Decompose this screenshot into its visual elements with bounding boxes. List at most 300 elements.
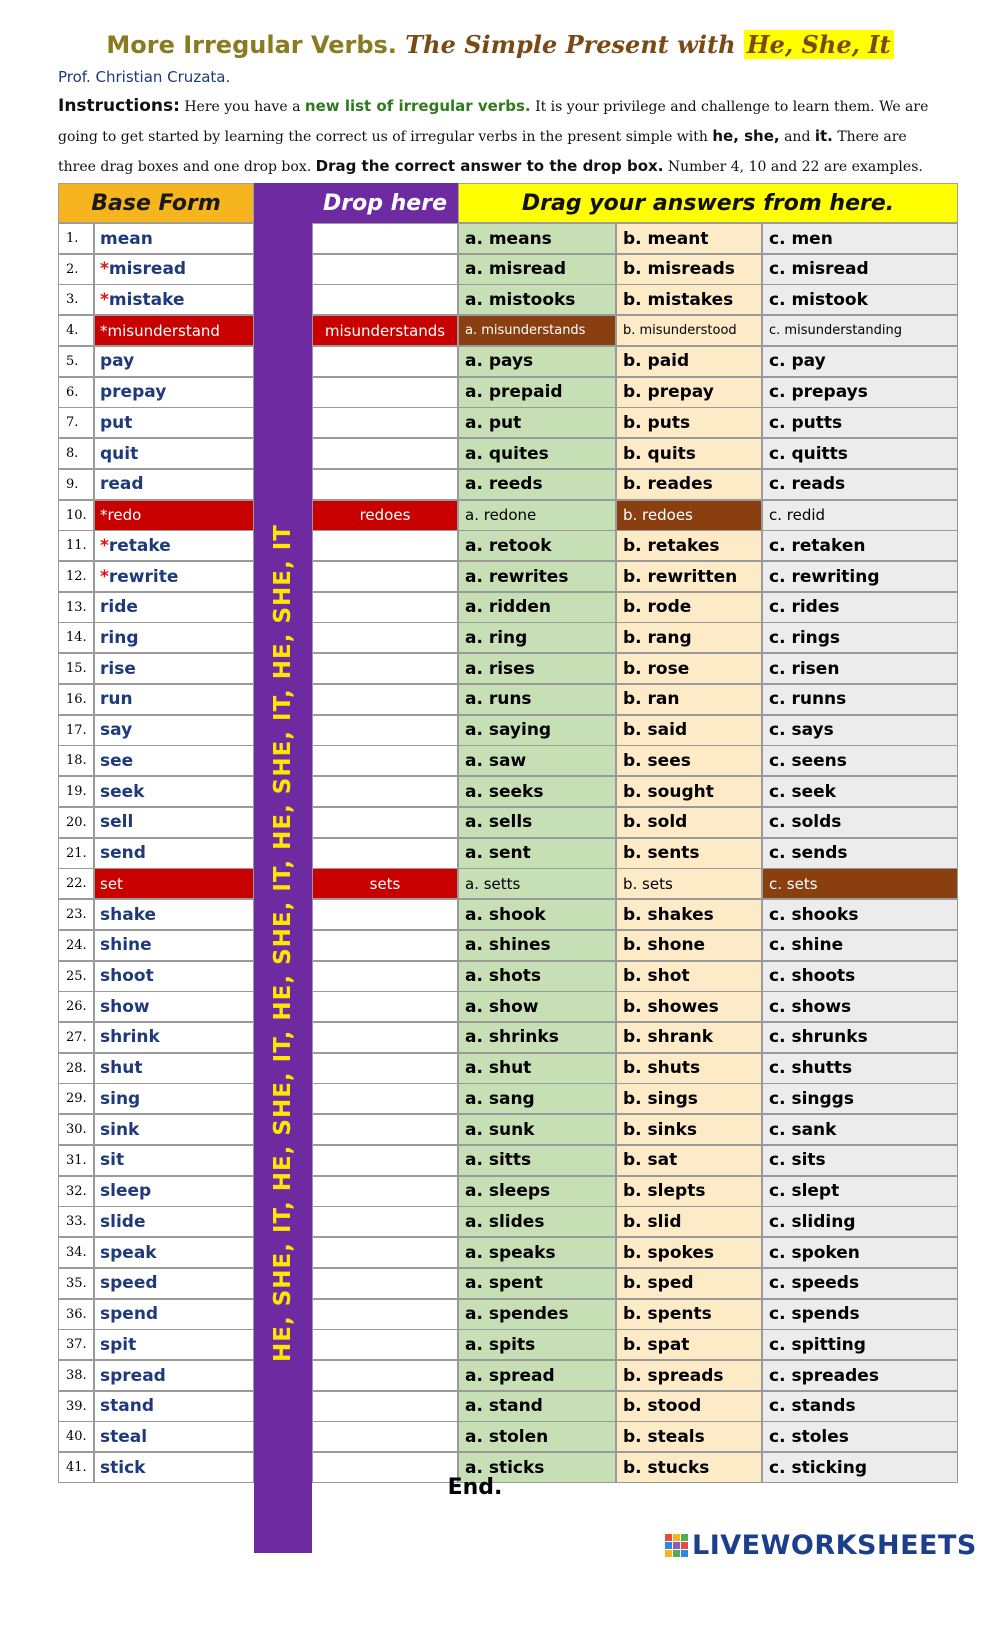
answer-option-a[interactable]: a. shook — [458, 899, 616, 930]
base-form-cell — [94, 991, 254, 1022]
row-number: 6. — [58, 377, 94, 408]
answer-option-b[interactable]: b. stucks — [616, 1452, 762, 1483]
answer-option-b[interactable]: b. paid — [616, 346, 762, 377]
answer-option-a[interactable]: a. sticks — [458, 1452, 616, 1483]
answer-option-a[interactable]: a. sitts — [458, 1145, 616, 1176]
base-form-cell — [94, 1237, 254, 1268]
answer-option-b[interactable]: b. shuts — [616, 1053, 762, 1084]
answer-option-a[interactable]: a. seeks — [458, 776, 616, 807]
answer-option-c[interactable]: c. prepays — [762, 377, 958, 408]
base-form-cell — [94, 961, 254, 992]
table-row — [58, 930, 958, 961]
row-number: 7. — [58, 407, 94, 438]
base-form-cell — [94, 684, 254, 715]
instructions-text-1: Here you have a — [184, 99, 301, 115]
instructions-text-4: Number 4, 10 and 22 are examples. — [667, 159, 923, 175]
base-form-cell — [94, 653, 254, 684]
answer-option-c[interactable]: c. misunderstanding — [762, 315, 958, 346]
answer-option-c[interactable]: c. sends — [762, 838, 958, 869]
answer-option-c[interactable]: c. quitts — [762, 438, 958, 469]
drop-box[interactable] — [312, 991, 458, 1022]
base-form-cell — [94, 838, 254, 869]
drop-box[interactable] — [312, 1360, 458, 1391]
answer-option-b[interactable]: b. meant — [616, 223, 762, 254]
answer-option-b[interactable]: b. shot — [616, 961, 762, 992]
answer-option-a[interactable]: a. ridden — [458, 592, 616, 623]
drop-box[interactable] — [312, 469, 458, 500]
answer-option-c[interactable]: c. mistook — [762, 284, 958, 315]
row-number: 29. — [58, 1083, 94, 1114]
answer-option-b[interactable]: b. slid — [616, 1206, 762, 1237]
drop-box[interactable] — [312, 1083, 458, 1114]
drop-box[interactable] — [312, 561, 458, 592]
end-label: End. — [447, 1475, 503, 1500]
answer-option-b[interactable]: b. sought — [616, 776, 762, 807]
answer-option-b[interactable]: b. sinks — [616, 1114, 762, 1145]
row-number: 11. — [58, 530, 94, 561]
table-row — [58, 315, 958, 346]
answer-option-a[interactable]: a. mistooks — [458, 284, 616, 315]
answer-option-c[interactable]: c. shine — [762, 930, 958, 961]
instructions-text-2: It is your privilege and challenge to learn them. We are going to get started by learning the correct us of irregular verbs in the present simple with — [58, 99, 929, 145]
base-form-cell — [94, 407, 254, 438]
base-form-text: spend — [100, 1304, 159, 1325]
base-form-text: sleep — [100, 1181, 152, 1202]
row-number: 34. — [58, 1237, 94, 1268]
row-number: 30. — [58, 1114, 94, 1145]
answer-option-c[interactable]: c. shutts — [762, 1053, 958, 1084]
answer-option-a[interactable]: a. misread — [458, 254, 616, 285]
base-form-text: misread — [108, 259, 187, 280]
row-number: 16. — [58, 684, 94, 715]
answer-option-a[interactable]: a. rewrites — [458, 561, 616, 592]
answer-option-a[interactable]: a. put — [458, 407, 616, 438]
irregular-star: * — [100, 259, 109, 280]
verb-table — [58, 183, 958, 1553]
row-number: 24. — [58, 930, 94, 961]
answer-option-a[interactable]: a. spendes — [458, 1299, 616, 1330]
answer-option-a[interactable]: a. slides — [458, 1206, 616, 1237]
base-form-text: shut — [100, 1058, 143, 1079]
answer-option-c[interactable]: c. singgs — [762, 1083, 958, 1114]
answer-option-b[interactable]: b. quits — [616, 438, 762, 469]
base-form-cell — [94, 223, 254, 254]
drop-box[interactable] — [312, 1114, 458, 1145]
base-form-text: put — [100, 412, 133, 433]
answer-option-b[interactable]: b. rewritten — [616, 561, 762, 592]
base-form-cell — [94, 438, 254, 469]
author: Prof. Christian Cruzata. — [58, 68, 231, 86]
base-form-text: run — [100, 689, 133, 710]
answer-option-b[interactable]: b. spat — [616, 1329, 762, 1360]
drop-box[interactable] — [312, 1391, 458, 1422]
answer-option-b[interactable]: b. mistakes — [616, 284, 762, 315]
table-row — [58, 1329, 958, 1360]
row-number: 36. — [58, 1299, 94, 1330]
drop-box[interactable] — [312, 653, 458, 684]
answer-option-c[interactable]: c. retaken — [762, 530, 958, 561]
base-form-text: shine — [100, 935, 152, 956]
answer-option-b[interactable]: b. sets — [616, 868, 762, 899]
table-row — [58, 407, 958, 438]
answer-option-a[interactable]: a. ring — [458, 622, 616, 653]
answer-option-a[interactable]: a. spent — [458, 1268, 616, 1299]
answer-option-b[interactable]: b. puts — [616, 407, 762, 438]
answer-option-c[interactable]: c. shrunks — [762, 1022, 958, 1053]
answer-option-b[interactable]: b. said — [616, 715, 762, 746]
table-row — [58, 1176, 958, 1207]
header-drop-here: Drop here — [312, 183, 458, 223]
answer-option-b[interactable]: b. sold — [616, 807, 762, 838]
base-form-cell — [94, 715, 254, 746]
table-row — [58, 684, 958, 715]
irregular-star: * — [100, 535, 109, 556]
answer-option-a[interactable]: a. shines — [458, 930, 616, 961]
irregular-star: * — [100, 289, 109, 310]
base-form-cell — [94, 469, 254, 500]
base-form-text: send — [100, 843, 146, 864]
drop-box[interactable] — [312, 346, 458, 377]
answer-option-b[interactable]: b. redoes — [616, 500, 762, 531]
drop-box[interactable]: misunderstands — [312, 315, 458, 346]
answer-option-c[interactable]: c. rewriting — [762, 561, 958, 592]
base-form-text: say — [100, 720, 133, 741]
answer-option-b[interactable]: b. sped — [616, 1268, 762, 1299]
base-form-text: shoot — [100, 966, 154, 987]
answer-option-b[interactable]: b. sat — [616, 1145, 762, 1176]
base-form-text: stand — [100, 1396, 154, 1417]
worksheet-title — [0, 30, 1000, 59]
row-number: 13. — [58, 592, 94, 623]
row-number: 20. — [58, 807, 94, 838]
base-form-text: sell — [100, 812, 134, 833]
title-part3: He, She, It — [744, 30, 894, 59]
row-number: 12. — [58, 561, 94, 592]
row-number: 25. — [58, 961, 94, 992]
answer-option-a[interactable]: a. stand — [458, 1391, 616, 1422]
base-form-text: speed — [100, 1273, 158, 1294]
answer-option-a[interactable]: a. reeds — [458, 469, 616, 500]
base-form-text: mistake — [108, 289, 185, 310]
drop-box[interactable] — [312, 592, 458, 623]
base-form-text: read — [100, 474, 144, 495]
instructions-lead: Instructions: — [58, 96, 180, 116]
row-number: 1. — [58, 223, 94, 254]
answer-option-a[interactable]: a. spread — [458, 1360, 616, 1391]
base-form-text: set — [100, 874, 123, 893]
answer-option-b[interactable]: b. rode — [616, 592, 762, 623]
answer-option-b[interactable]: b. steals — [616, 1421, 762, 1452]
answer-option-b[interactable]: b. shrank — [616, 1022, 762, 1053]
base-form-cell — [94, 1114, 254, 1145]
table-row — [58, 1268, 958, 1299]
base-form-text: sing — [100, 1088, 141, 1109]
drop-box[interactable] — [312, 438, 458, 469]
answer-option-c[interactable]: c. sets — [762, 868, 958, 899]
header-base-form: Base Form — [58, 183, 254, 223]
base-form-cell — [94, 284, 254, 315]
answer-option-a[interactable]: a. sunk — [458, 1114, 616, 1145]
row-number: 33. — [58, 1206, 94, 1237]
answer-option-c[interactable]: c. spoken — [762, 1237, 958, 1268]
table-row — [58, 500, 958, 531]
base-form-cell — [94, 1022, 254, 1053]
answer-option-c[interactable]: c. putts — [762, 407, 958, 438]
drop-box[interactable] — [312, 684, 458, 715]
answer-option-b[interactable]: b. rose — [616, 653, 762, 684]
answer-option-c[interactable]: c. solds — [762, 807, 958, 838]
table-row — [58, 469, 958, 500]
answer-option-c[interactable]: c. sank — [762, 1114, 958, 1145]
table-row — [58, 868, 958, 899]
drop-box[interactable] — [312, 377, 458, 408]
base-form-text: spit — [100, 1334, 137, 1355]
drop-box[interactable] — [312, 715, 458, 746]
row-number: 4. — [58, 315, 94, 346]
row-number: 3. — [58, 284, 94, 315]
answer-option-b[interactable]: b. prepay — [616, 377, 762, 408]
drop-box[interactable] — [312, 1206, 458, 1237]
answer-option-b[interactable]: b. ran — [616, 684, 762, 715]
table-row — [58, 1022, 958, 1053]
drop-box[interactable] — [312, 1268, 458, 1299]
answer-option-a[interactable]: a. prepaid — [458, 377, 616, 408]
base-form-text: speak — [100, 1242, 157, 1263]
drop-box[interactable] — [312, 622, 458, 653]
drop-box[interactable] — [312, 1053, 458, 1084]
drop-box[interactable] — [312, 807, 458, 838]
answer-option-a[interactable]: a. pays — [458, 346, 616, 377]
answer-option-c[interactable]: c. spitting — [762, 1329, 958, 1360]
answer-option-a[interactable]: a. sleeps — [458, 1176, 616, 1207]
table-row — [58, 715, 958, 746]
answer-option-a[interactable]: a. sang — [458, 1083, 616, 1114]
row-number: 35. — [58, 1268, 94, 1299]
answer-option-b[interactable]: b. reades — [616, 469, 762, 500]
answer-option-a[interactable]: a. setts — [458, 868, 616, 899]
base-form-text: seek — [100, 781, 145, 802]
answer-option-a[interactable]: a. shots — [458, 961, 616, 992]
header-drag-answers: Drag your answers from here. — [458, 183, 958, 223]
base-form-cell — [94, 1083, 254, 1114]
answer-option-c[interactable]: c. rings — [762, 622, 958, 653]
answer-option-b[interactable]: b. spokes — [616, 1237, 762, 1268]
row-number: 37. — [58, 1329, 94, 1360]
base-form-cell — [94, 1421, 254, 1452]
base-form-text: steal — [100, 1426, 148, 1447]
drop-box[interactable] — [312, 1329, 458, 1360]
answer-option-b[interactable]: b. shone — [616, 930, 762, 961]
table-row — [58, 223, 958, 254]
base-form-text: pay — [100, 351, 135, 372]
base-form-cell — [94, 500, 254, 531]
answer-option-b[interactable]: b. spents — [616, 1299, 762, 1330]
instructions-and: and — [784, 129, 811, 145]
answer-option-b[interactable]: b. stood — [616, 1391, 762, 1422]
answer-option-a[interactable]: a. redone — [458, 500, 616, 531]
answer-option-c[interactable]: c. speeds — [762, 1268, 958, 1299]
answer-option-b[interactable]: b. shakes — [616, 899, 762, 930]
drop-box[interactable] — [312, 1299, 458, 1330]
base-form-text: quit — [100, 443, 139, 464]
answer-option-b[interactable]: b. retakes — [616, 530, 762, 561]
answer-option-b[interactable]: b. misreads — [616, 254, 762, 285]
drop-box[interactable]: redoes — [312, 500, 458, 531]
row-number: 27. — [58, 1022, 94, 1053]
irregular-star: * — [100, 566, 109, 587]
answer-option-b[interactable]: b. sees — [616, 745, 762, 776]
table-row — [58, 991, 958, 1022]
answer-option-a[interactable]: a. stolen — [458, 1421, 616, 1452]
base-form-cell — [94, 745, 254, 776]
row-number: 15. — [58, 653, 94, 684]
answer-option-a[interactable]: a. sent — [458, 838, 616, 869]
base-form-cell — [94, 1206, 254, 1237]
answer-option-a[interactable]: a. means — [458, 223, 616, 254]
logo-text: LIVEWORKSHEETS — [692, 1530, 977, 1561]
table-row — [58, 838, 958, 869]
answer-option-c[interactable]: c. shooks — [762, 899, 958, 930]
answer-option-c[interactable]: c. slept — [762, 1176, 958, 1207]
answer-option-c[interactable]: c. stoles — [762, 1421, 958, 1452]
answer-option-b[interactable]: b. misunderstood — [616, 315, 762, 346]
base-form-text: shrink — [100, 1027, 160, 1048]
base-form-text: show — [100, 996, 150, 1017]
answer-option-c[interactable]: c. sticking — [762, 1452, 958, 1483]
answer-option-c[interactable]: c. misread — [762, 254, 958, 285]
answer-option-b[interactable]: b. showes — [616, 991, 762, 1022]
base-form-cell — [94, 530, 254, 561]
answer-option-b[interactable]: b. sings — [616, 1083, 762, 1114]
answer-option-a[interactable]: a. sells — [458, 807, 616, 838]
table-row — [58, 254, 958, 285]
instructions-pronouns: he, she, — [712, 127, 780, 145]
drop-box[interactable] — [312, 961, 458, 992]
base-form-text: sit — [100, 1150, 125, 1171]
answer-option-c[interactable]: c. reads — [762, 469, 958, 500]
answer-option-a[interactable]: a. speaks — [458, 1237, 616, 1268]
answer-option-a[interactable]: a. show — [458, 991, 616, 1022]
table-row — [58, 776, 958, 807]
answer-option-a[interactable]: a. rises — [458, 653, 616, 684]
drop-box[interactable] — [312, 1237, 458, 1268]
row-number: 23. — [58, 899, 94, 930]
answer-option-a[interactable]: a. runs — [458, 684, 616, 715]
answer-option-a[interactable]: a. saw — [458, 745, 616, 776]
drop-box[interactable] — [312, 1145, 458, 1176]
base-form-cell — [94, 315, 254, 346]
answer-option-b[interactable]: b. slepts — [616, 1176, 762, 1207]
row-number: 2. — [58, 254, 94, 285]
table-row — [58, 899, 958, 930]
row-number: 5. — [58, 346, 94, 377]
row-number: 38. — [58, 1360, 94, 1391]
base-form-cell — [94, 1299, 254, 1330]
row-number: 8. — [58, 438, 94, 469]
answer-option-a[interactable]: a. quites — [458, 438, 616, 469]
drop-box[interactable] — [312, 530, 458, 561]
instructions-highlight: new list of irregular verbs. — [304, 97, 531, 115]
answer-option-c[interactable]: c. says — [762, 715, 958, 746]
answer-option-b[interactable]: b. sents — [616, 838, 762, 869]
base-form-cell — [94, 1391, 254, 1422]
answer-option-c[interactable]: c. seek — [762, 776, 958, 807]
table-row — [58, 1360, 958, 1391]
answer-option-a[interactable]: a. shrinks — [458, 1022, 616, 1053]
drop-box[interactable] — [312, 254, 458, 285]
table-row — [58, 961, 958, 992]
answer-option-b[interactable]: b. rang — [616, 622, 762, 653]
title-part1: More Irregular Verbs. — [106, 31, 397, 59]
logo-grid-icon — [665, 1534, 688, 1557]
base-form-cell — [94, 1176, 254, 1207]
answer-option-c[interactable]: c. pay — [762, 346, 958, 377]
answer-option-c[interactable]: c. sits — [762, 1145, 958, 1176]
table-row — [58, 1114, 958, 1145]
drop-box[interactable] — [312, 1421, 458, 1452]
answer-option-c[interactable]: c. sliding — [762, 1206, 958, 1237]
answer-option-c[interactable]: c. shoots — [762, 961, 958, 992]
base-form-cell — [94, 377, 254, 408]
table-row — [58, 1206, 958, 1237]
answer-option-c[interactable]: c. spends — [762, 1299, 958, 1330]
base-form-text: retake — [108, 535, 171, 556]
answer-option-a[interactable]: a. spits — [458, 1329, 616, 1360]
answer-option-c[interactable]: c. shows — [762, 991, 958, 1022]
base-form-cell — [94, 1053, 254, 1084]
answer-option-c[interactable]: c. spreades — [762, 1360, 958, 1391]
answer-option-c[interactable]: c. risen — [762, 653, 958, 684]
answer-option-b[interactable]: b. spreads — [616, 1360, 762, 1391]
answer-option-a[interactable]: a. misunderstands — [458, 315, 616, 346]
table-row — [58, 807, 958, 838]
table-row — [58, 592, 958, 623]
drop-box[interactable] — [312, 407, 458, 438]
base-form-cell — [94, 1360, 254, 1391]
drop-box[interactable] — [312, 1022, 458, 1053]
base-form-text: see — [100, 750, 134, 771]
drop-box[interactable] — [312, 1176, 458, 1207]
table-row — [58, 1145, 958, 1176]
answer-option-c[interactable]: c. stands — [762, 1391, 958, 1422]
table-row — [58, 1053, 958, 1084]
drop-box[interactable] — [312, 899, 458, 930]
drop-box[interactable] — [312, 223, 458, 254]
row-number: 17. — [58, 715, 94, 746]
drop-box[interactable] — [312, 838, 458, 869]
answer-option-c[interactable]: c. seens — [762, 745, 958, 776]
answer-option-c[interactable]: c. redid — [762, 500, 958, 531]
drop-box[interactable] — [312, 776, 458, 807]
answer-option-a[interactable]: a. shut — [458, 1053, 616, 1084]
row-number: 32. — [58, 1176, 94, 1207]
drop-box[interactable] — [312, 745, 458, 776]
drop-box[interactable] — [312, 284, 458, 315]
row-number: 40. — [58, 1421, 94, 1452]
answer-option-c[interactable]: c. runns — [762, 684, 958, 715]
row-number: 39. — [58, 1391, 94, 1422]
answer-option-c[interactable]: c. rides — [762, 592, 958, 623]
base-form-cell — [94, 1268, 254, 1299]
answer-option-a[interactable]: a. saying — [458, 715, 616, 746]
table-row — [58, 653, 958, 684]
table-row — [58, 530, 958, 561]
base-form-text: shake — [100, 904, 157, 925]
answer-option-c[interactable]: c. men — [762, 223, 958, 254]
drop-box[interactable] — [312, 930, 458, 961]
answer-option-a[interactable]: a. retook — [458, 530, 616, 561]
drop-box[interactable]: sets — [312, 868, 458, 899]
